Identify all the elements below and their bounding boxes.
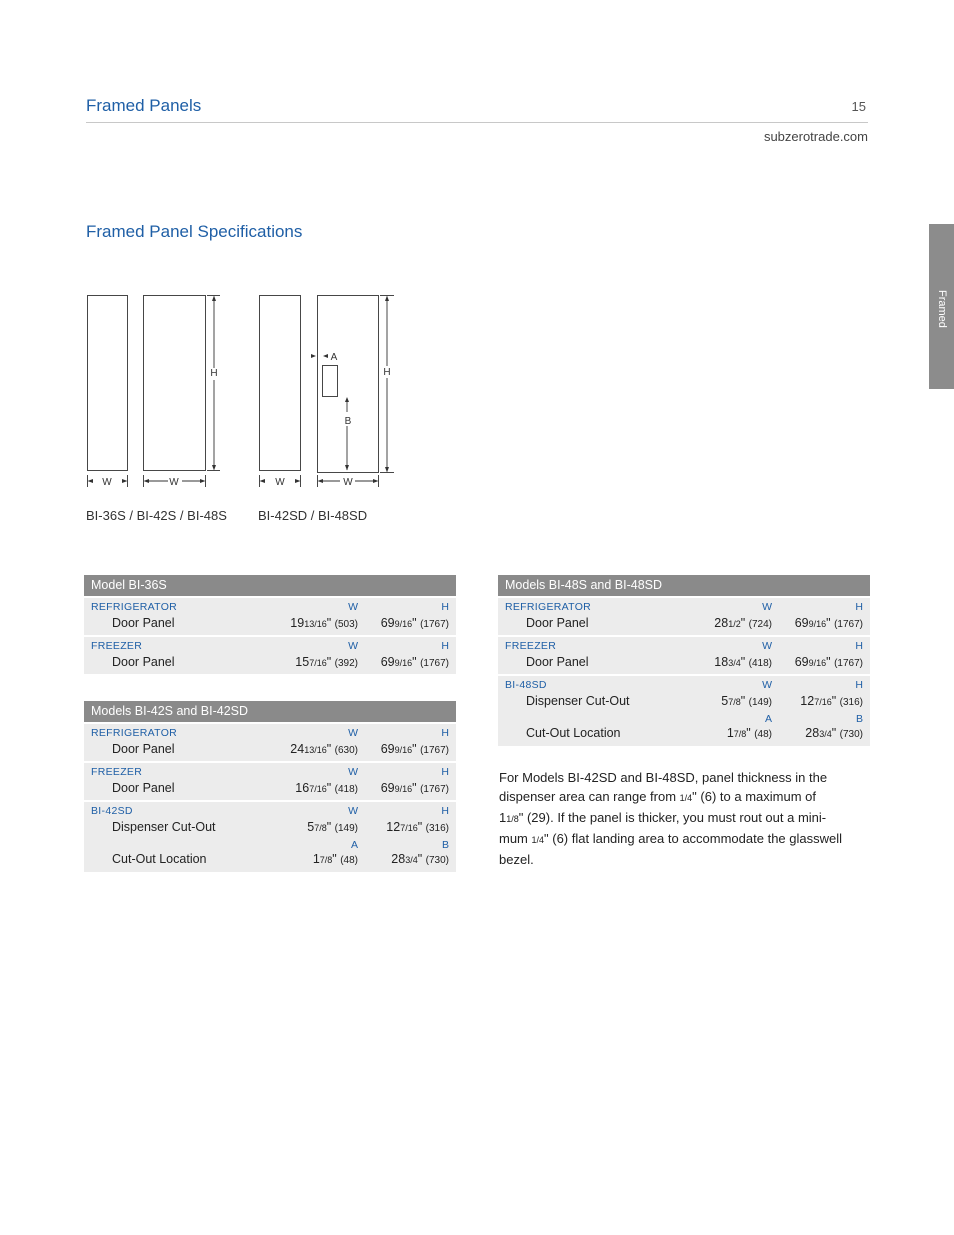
col-w-header: W	[348, 640, 358, 652]
section-title: Framed Panel Specifications	[86, 222, 303, 241]
table-group-refrigerator	[498, 596, 870, 635]
col-a-header: A	[350, 839, 358, 851]
width-value: 57/8" (149)	[721, 694, 772, 708]
item-label: Door Panel	[112, 742, 175, 756]
h-whole: 69	[794, 655, 809, 669]
note-text: " (6) flat landing area to accommodate the glasswell	[544, 831, 843, 846]
col-h-header: H	[855, 679, 863, 691]
height-value: 127/16" (316)	[386, 820, 449, 834]
b-value: 283/4" (730)	[805, 726, 863, 740]
h-mm: (316)	[839, 697, 863, 708]
width-label-freezer: W	[102, 477, 112, 488]
diagram-caption-left: BI-36S / BI-42S / BI-48S	[86, 508, 227, 523]
item-label: Door Panel	[526, 616, 589, 630]
group-label: FREEZER	[91, 766, 143, 778]
w-frac: 7/16	[309, 658, 327, 668]
width-value: 2413/16" (630)	[290, 742, 358, 756]
note-text: " (6) to a maximum of	[692, 789, 816, 804]
col-b-header: B	[855, 713, 863, 725]
w-frac: 13/16	[304, 745, 327, 755]
table-title: Model BI-36S	[84, 575, 456, 596]
group-label: FREEZER	[505, 640, 557, 652]
header-rule	[86, 122, 868, 123]
b-frac: 3/4	[405, 855, 418, 865]
item-label: Dispenser Cut-Out	[112, 820, 216, 834]
height-label-sd: H	[383, 367, 391, 378]
note-fraction: 1/4	[531, 835, 545, 845]
w-frac: 7/16	[309, 784, 327, 794]
website-link[interactable]: subzerotrade.com	[763, 129, 868, 144]
w-mm: (630)	[334, 745, 358, 756]
height-value: 699/16" (1767)	[794, 616, 863, 630]
col-w-header: W	[762, 640, 772, 652]
col-h-header: H	[441, 640, 449, 652]
w-whole: 15	[295, 655, 310, 669]
w-mm: (149)	[334, 823, 358, 834]
note-text: " (29). If the panel is thicker, you must rout out a mini-	[518, 810, 827, 825]
note-line	[499, 808, 869, 829]
b-mm: (730)	[425, 855, 449, 866]
col-b-header: B	[441, 839, 449, 851]
h-frac: 7/16	[814, 697, 832, 707]
w-whole: 5	[307, 820, 315, 834]
item-label: Cut-Out Location	[112, 852, 207, 866]
table-group-dispenser	[498, 674, 870, 746]
group-label: BI-42SD	[91, 805, 133, 817]
w-mm: (392)	[334, 658, 358, 669]
h-whole: 12	[800, 694, 815, 708]
h-frac: 9/16	[808, 619, 827, 629]
a-mm: (48)	[754, 729, 772, 740]
w-whole: 5	[721, 694, 729, 708]
w-whole: 19	[290, 616, 305, 630]
refrigerator-panel-outline	[144, 296, 206, 471]
item-label: Cut-Out Location	[526, 726, 621, 740]
table-bi42	[84, 701, 456, 872]
note-text: 1	[499, 810, 507, 825]
width-value: 167/16" (418)	[295, 781, 358, 795]
h-whole: 12	[386, 820, 401, 834]
w-whole: 18	[714, 655, 729, 669]
a-frac: 7/8	[319, 855, 333, 865]
w-whole: 16	[295, 781, 310, 795]
col-h-header: H	[855, 640, 863, 652]
h-whole: 69	[380, 616, 395, 630]
a-whole: 1	[726, 726, 734, 740]
col-w-header: W	[762, 679, 772, 691]
width-value: 57/8" (149)	[307, 820, 358, 834]
col-w-header: W	[762, 601, 772, 613]
h-frac: 7/16	[400, 823, 418, 833]
note-fraction: 1/8	[506, 814, 519, 824]
h-frac: 9/16	[394, 784, 413, 794]
w-mm: (418)	[334, 784, 358, 795]
w-frac: 3/4	[728, 658, 741, 668]
col-w-header: W	[348, 727, 358, 739]
w-whole: 28	[714, 616, 729, 630]
a-value: 17/8" (48)	[726, 726, 772, 740]
a-value: 17/8" (48)	[312, 852, 358, 866]
height-value: 699/16" (1767)	[794, 655, 863, 669]
note-line: bezel.	[499, 852, 534, 867]
width-label-freezer-sd: W	[275, 477, 285, 488]
w-mm: (503)	[334, 619, 358, 630]
b-value: 283/4" (730)	[391, 852, 449, 866]
h-mm: (1767)	[420, 619, 449, 630]
page-number: 15	[851, 99, 866, 114]
freezer-panel-outline-sd	[260, 296, 301, 471]
h-frac: 9/16	[394, 619, 413, 629]
h-mm: (1767)	[420, 784, 449, 795]
freezer-panel-outline	[88, 296, 128, 471]
panel-dimension-diagram	[80, 288, 410, 498]
group-label: REFRIGERATOR	[91, 727, 178, 739]
a-whole: 1	[312, 852, 320, 866]
note-line	[499, 829, 869, 850]
side-tab-label: Framed	[936, 290, 948, 328]
note-text: dispenser area can range from	[499, 789, 680, 804]
a-mm: (48)	[340, 855, 358, 866]
h-frac: 9/16	[394, 658, 413, 668]
h-frac: 9/16	[808, 658, 827, 668]
item-label: Door Panel	[112, 781, 175, 795]
height-value: 699/16" (1767)	[380, 616, 449, 630]
table-title: Models BI-42S and BI-42SD	[84, 701, 456, 722]
table-group-freezer	[84, 761, 456, 800]
h-whole: 69	[380, 742, 395, 756]
table-group-dispenser	[84, 800, 456, 872]
b-whole: 28	[805, 726, 820, 740]
b-frac: 3/4	[819, 729, 832, 739]
table-group-refrigerator	[84, 722, 456, 761]
w-mm: (418)	[748, 658, 772, 669]
col-w-header: W	[348, 601, 358, 613]
height-value: 699/16" (1767)	[380, 781, 449, 795]
col-h-header: H	[441, 601, 449, 613]
w-frac: 13/16	[304, 619, 327, 629]
col-a-header: A	[764, 713, 772, 725]
w-whole: 24	[290, 742, 305, 756]
width-label-refrigerator: W	[169, 477, 179, 488]
h-frac: 9/16	[394, 745, 413, 755]
b-mm: (730)	[839, 729, 863, 740]
col-h-header: H	[855, 601, 863, 613]
note-fraction: 1/4	[679, 793, 693, 803]
h-mm: (1767)	[834, 619, 863, 630]
cutout-b-label: B	[344, 416, 352, 427]
w-mm: (149)	[748, 697, 772, 708]
height-value: 699/16" (1767)	[380, 742, 449, 756]
table-group-refrigerator	[84, 596, 456, 635]
height-value: 699/16" (1767)	[380, 655, 449, 669]
h-whole: 69	[380, 655, 395, 669]
page-title: Framed Panels	[86, 96, 202, 115]
item-label: Dispenser Cut-Out	[526, 694, 630, 708]
item-label: Door Panel	[526, 655, 589, 669]
a-frac: 7/8	[733, 729, 747, 739]
h-whole: 69	[380, 781, 395, 795]
note-line: For Models BI-42SD and BI-48SD, panel thickness in the	[499, 770, 828, 785]
width-label-refrigerator-sd: W	[343, 477, 353, 488]
panel-thickness-note	[499, 768, 869, 869]
col-h-header: H	[441, 727, 449, 739]
width-value: 157/16" (392)	[295, 655, 358, 669]
group-label: REFRIGERATOR	[91, 601, 178, 613]
col-h-header: H	[441, 805, 449, 817]
h-mm: (316)	[425, 823, 449, 834]
table-bi48	[498, 575, 870, 746]
col-h-header: H	[441, 766, 449, 778]
h-mm: (1767)	[420, 745, 449, 756]
group-label: BI-48SD	[505, 679, 547, 691]
width-value: 183/4" (418)	[714, 655, 772, 669]
item-label: Door Panel	[112, 616, 175, 630]
col-w-header: W	[348, 805, 358, 817]
group-label: REFRIGERATOR	[505, 601, 592, 613]
note-text: mum	[499, 831, 532, 846]
h-mm: (1767)	[420, 658, 449, 669]
table-group-freezer	[498, 635, 870, 674]
refrigerator-panel-outline-sd	[318, 296, 379, 473]
width-value: 1913/16" (503)	[290, 616, 358, 630]
table-title: Models BI-48S and BI-48SD	[498, 575, 870, 596]
w-frac: 7/8	[728, 697, 741, 707]
height-label: H	[210, 368, 218, 379]
item-label: Door Panel	[112, 655, 175, 669]
w-mm: (724)	[748, 619, 772, 630]
b-whole: 28	[391, 852, 406, 866]
table-bi36s	[84, 575, 456, 674]
height-value: 127/16" (316)	[800, 694, 863, 708]
width-value: 281/2" (724)	[714, 616, 772, 630]
cutout-a-label: A	[330, 352, 338, 363]
table-group-freezer	[84, 635, 456, 674]
diagram-caption-right: BI-42SD / BI-48SD	[258, 508, 368, 523]
h-whole: 69	[794, 616, 809, 630]
w-frac: 7/8	[314, 823, 327, 833]
dispenser-cutout	[323, 366, 338, 397]
h-mm: (1767)	[834, 658, 863, 669]
col-w-header: W	[348, 766, 358, 778]
group-label: FREEZER	[91, 640, 143, 652]
note-line	[499, 787, 869, 808]
side-tab[interactable]	[929, 224, 954, 389]
w-frac: 1/2	[728, 619, 741, 629]
